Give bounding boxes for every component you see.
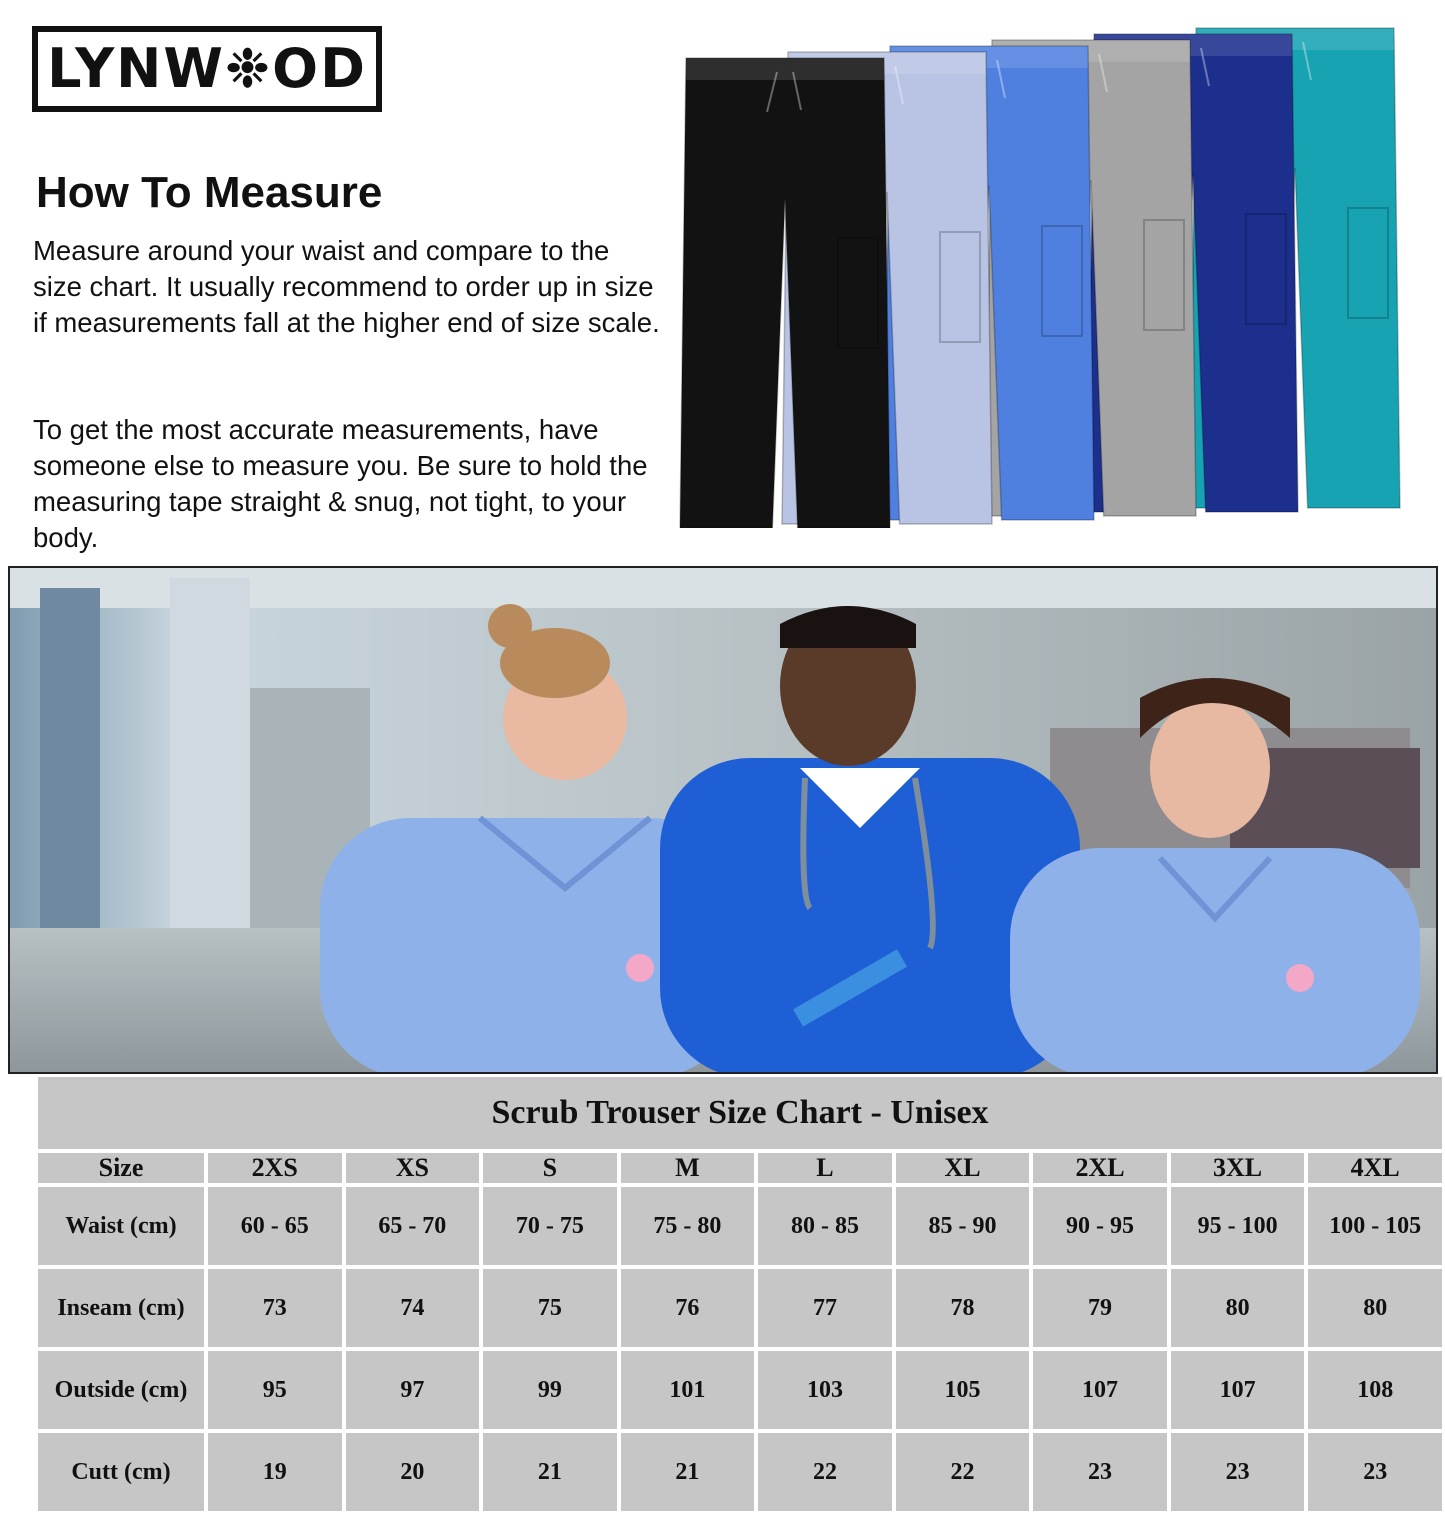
table-cell: 75 (479, 1265, 617, 1347)
row-label: Inseam (cm) (38, 1265, 204, 1347)
size-header-xl: XL (892, 1149, 1030, 1183)
table-cell: 76 (617, 1265, 755, 1347)
table-cell: 23 (1167, 1429, 1305, 1511)
table-cell: 77 (754, 1265, 892, 1347)
table-cell: 105 (892, 1347, 1030, 1429)
size-header-xs: XS (342, 1149, 480, 1183)
table-cell: 21 (617, 1429, 755, 1511)
table-cell: 75 - 80 (617, 1183, 755, 1265)
logo-text: LYNW❉OD (47, 37, 367, 100)
table-cell: 90 - 95 (1029, 1183, 1167, 1265)
table-cell: 85 - 90 (892, 1183, 1030, 1265)
table-cell: 22 (754, 1429, 892, 1511)
table-cell: 74 (342, 1265, 480, 1347)
table-cell: 78 (892, 1265, 1030, 1347)
table-cell: 95 (204, 1347, 342, 1429)
product-trousers-image (676, 18, 1426, 528)
row-label: Outside (cm) (38, 1347, 204, 1429)
table-cell: 23 (1029, 1429, 1167, 1511)
table-cell: 70 - 75 (479, 1183, 617, 1265)
row-label: Cutt (cm) (38, 1429, 204, 1511)
table-cell: 108 (1304, 1347, 1442, 1429)
size-header-row (38, 1149, 1442, 1183)
table-cell: 101 (617, 1347, 755, 1429)
accuracy-tips: To get the most accurate measurements, have someone else to measure you. Be sure to hold the measuring tape straight & snug, not tight, to your body. (33, 414, 648, 553)
table-cell: 99 (479, 1347, 617, 1429)
trousers-illustration (676, 18, 1426, 528)
staff-photo-illustration (10, 568, 1436, 1072)
table-cell: 21 (479, 1429, 617, 1511)
size-chart (38, 1077, 1442, 1511)
table-row (38, 1429, 1442, 1511)
size-header-2xl: 2XL (1029, 1149, 1167, 1183)
table-cell: 100 - 105 (1304, 1183, 1442, 1265)
size-header-label: Size (38, 1149, 204, 1183)
size-chart-table (38, 1149, 1442, 1511)
size-header-4xl: 4XL (1304, 1149, 1442, 1183)
table-cell: 80 - 85 (754, 1183, 892, 1265)
table-cell: 65 - 70 (342, 1183, 480, 1265)
table-cell: 97 (342, 1347, 480, 1429)
brand-logo (32, 26, 382, 112)
table-cell: 80 (1304, 1265, 1442, 1347)
size-header-2xs: 2XS (204, 1149, 342, 1183)
size-header-m: M (617, 1149, 755, 1183)
table-cell: 73 (204, 1265, 342, 1347)
page-title: How To Measure (36, 168, 383, 217)
table-cell: 107 (1167, 1347, 1305, 1429)
table-cell: 22 (892, 1429, 1030, 1511)
table-row (38, 1183, 1442, 1265)
table-cell: 103 (754, 1347, 892, 1429)
size-chart-title: Scrub Trouser Size Chart - Unisex (491, 1094, 989, 1131)
measure-instructions: Measure around your waist and compare to the size chart. It usually recommend to order up in size if measurements fall at the higher end of size scale. (33, 235, 660, 338)
table-cell: 23 (1304, 1429, 1442, 1511)
table-cell: 95 - 100 (1167, 1183, 1305, 1265)
row-label: Waist (cm) (38, 1183, 204, 1265)
table-cell: 60 - 65 (204, 1183, 342, 1265)
table-cell: 20 (342, 1429, 480, 1511)
table-cell: 80 (1167, 1265, 1305, 1347)
size-header-l: L (754, 1149, 892, 1183)
table-cell: 79 (1029, 1265, 1167, 1347)
size-header-3xl: 3XL (1167, 1149, 1305, 1183)
table-cell: 19 (204, 1429, 342, 1511)
table-row (38, 1265, 1442, 1347)
table-cell: 107 (1029, 1347, 1167, 1429)
nurse-right-scrubs (1010, 848, 1420, 1072)
staff-photo (8, 566, 1438, 1074)
size-header-s: S (479, 1149, 617, 1183)
table-row (38, 1347, 1442, 1429)
